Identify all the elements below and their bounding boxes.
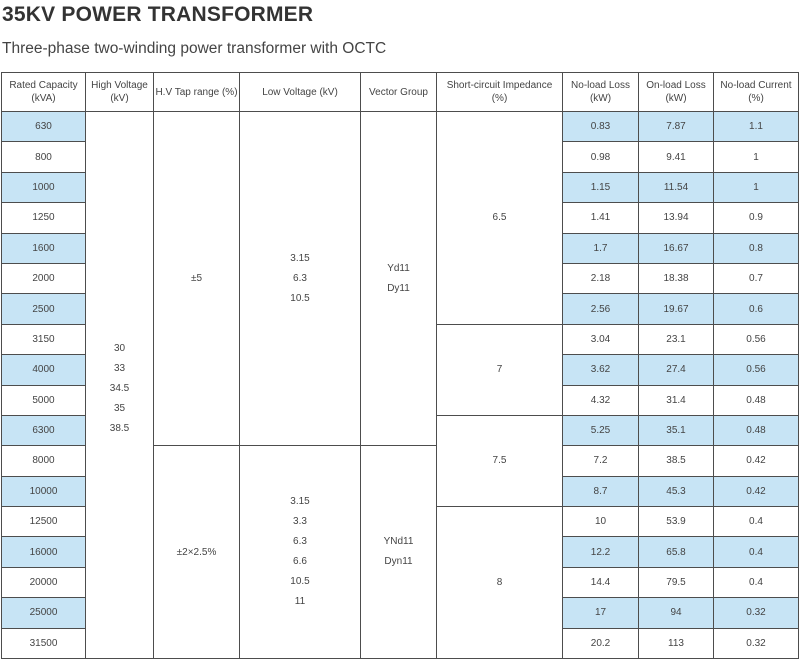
no-load-loss-cell: 14.4 — [563, 567, 639, 597]
header-rated-capacity: Rated Capacity (kVA) — [2, 73, 86, 112]
capacity-cell: 16000 — [2, 537, 86, 567]
no-load-current-cell: 0.6 — [714, 294, 799, 324]
on-load-loss-cell: 38.5 — [639, 446, 714, 476]
no-load-current-cell: 0.48 — [714, 415, 799, 445]
no-load-current-cell: 0.48 — [714, 385, 799, 415]
no-load-loss-cell: 1.41 — [563, 203, 639, 233]
on-load-loss-cell: 94 — [639, 598, 714, 628]
on-load-loss-cell: 16.67 — [639, 233, 714, 263]
header-hv-tap-range: H.V Tap range (%) — [154, 73, 240, 112]
no-load-current-cell: 0.7 — [714, 263, 799, 293]
no-load-loss-cell: 2.18 — [563, 263, 639, 293]
no-load-current-cell: 1 — [714, 142, 799, 172]
impedance-cell: 7.5 — [437, 415, 563, 506]
no-load-loss-cell: 20.2 — [563, 628, 639, 658]
vector-group-cell: YNd11 Dyn11 — [361, 446, 437, 659]
no-load-loss-cell: 0.98 — [563, 142, 639, 172]
capacity-cell: 12500 — [2, 507, 86, 537]
on-load-loss-cell: 18.38 — [639, 263, 714, 293]
capacity-cell: 25000 — [2, 598, 86, 628]
header-low-voltage: Low Voltage (kV) — [240, 73, 361, 112]
on-load-loss-cell: 23.1 — [639, 324, 714, 354]
page-title: 35KV POWER TRANSFORMER — [2, 3, 314, 26]
on-load-loss-cell: 7.87 — [639, 112, 714, 142]
capacity-cell: 1250 — [2, 203, 86, 233]
low-voltage-cell: 3.15 6.3 10.5 — [240, 112, 361, 446]
on-load-loss-cell: 9.41 — [639, 142, 714, 172]
header-row — [2, 73, 799, 112]
no-load-loss-cell: 0.83 — [563, 112, 639, 142]
capacity-cell: 800 — [2, 142, 86, 172]
no-load-current-cell: 0.42 — [714, 446, 799, 476]
no-load-loss-cell: 1.15 — [563, 172, 639, 202]
capacity-cell: 2500 — [2, 294, 86, 324]
no-load-loss-cell: 2.56 — [563, 294, 639, 324]
capacity-cell: 2000 — [2, 263, 86, 293]
no-load-loss-cell: 3.04 — [563, 324, 639, 354]
capacity-cell: 1000 — [2, 172, 86, 202]
no-load-loss-cell: 10 — [563, 507, 639, 537]
no-load-loss-cell: 17 — [563, 598, 639, 628]
no-load-loss-cell: 4.32 — [563, 385, 639, 415]
impedance-cell: 8 — [437, 507, 563, 659]
capacity-cell: 630 — [2, 112, 86, 142]
table-row — [2, 112, 799, 142]
capacity-cell: 4000 — [2, 355, 86, 385]
low-voltage-cell: 3.15 3.3 6.3 6.6 10.5 11 — [240, 446, 361, 659]
page-subtitle: Three-phase two-winding power transformer with OCTC — [2, 40, 387, 57]
no-load-loss-cell: 3.62 — [563, 355, 639, 385]
capacity-cell: 1600 — [2, 233, 86, 263]
capacity-cell: 31500 — [2, 628, 86, 658]
no-load-current-cell: 0.32 — [714, 598, 799, 628]
no-load-current-cell: 0.4 — [714, 507, 799, 537]
tap-range-cell: ±5 — [154, 112, 240, 446]
header-short-circuit-impedance: Short-circuit Impedance (%) — [437, 73, 563, 112]
header-on-load-loss: On-load Loss (kW) — [639, 73, 714, 112]
header-no-load-loss: No-load Loss (kW) — [563, 73, 639, 112]
capacity-cell: 6300 — [2, 415, 86, 445]
no-load-current-cell: 0.56 — [714, 324, 799, 354]
header-no-load-current: No-load Current (%) — [714, 73, 799, 112]
on-load-loss-cell: 35.1 — [639, 415, 714, 445]
header-vector-group: Vector Group — [361, 73, 437, 112]
no-load-loss-cell: 7.2 — [563, 446, 639, 476]
on-load-loss-cell: 53.9 — [639, 507, 714, 537]
on-load-loss-cell: 11.54 — [639, 172, 714, 202]
no-load-current-cell: 1.1 — [714, 112, 799, 142]
impedance-cell: 6.5 — [437, 112, 563, 325]
on-load-loss-cell: 31.4 — [639, 385, 714, 415]
no-load-loss-cell: 8.7 — [563, 476, 639, 506]
no-load-current-cell: 0.42 — [714, 476, 799, 506]
on-load-loss-cell: 13.94 — [639, 203, 714, 233]
capacity-cell: 10000 — [2, 476, 86, 506]
capacity-cell: 3150 — [2, 324, 86, 354]
on-load-loss-cell: 113 — [639, 628, 714, 658]
high-voltage-cell: 30 33 34.5 35 38.5 — [86, 112, 154, 659]
on-load-loss-cell: 19.67 — [639, 294, 714, 324]
impedance-cell: 7 — [437, 324, 563, 415]
capacity-cell: 8000 — [2, 446, 86, 476]
no-load-current-cell: 0.9 — [714, 203, 799, 233]
vector-group-cell: Yd11 Dy11 — [361, 112, 437, 446]
header-high-voltage: High Voltage (kV) — [86, 73, 154, 112]
no-load-current-cell: 1 — [714, 172, 799, 202]
on-load-loss-cell: 27.4 — [639, 355, 714, 385]
on-load-loss-cell: 65.8 — [639, 537, 714, 567]
no-load-current-cell: 0.4 — [714, 567, 799, 597]
no-load-loss-cell: 12.2 — [563, 537, 639, 567]
no-load-current-cell: 0.4 — [714, 537, 799, 567]
no-load-current-cell: 0.32 — [714, 628, 799, 658]
on-load-loss-cell: 79.5 — [639, 567, 714, 597]
no-load-loss-cell: 5.25 — [563, 415, 639, 445]
transformer-spec-table — [1, 72, 799, 659]
no-load-current-cell: 0.8 — [714, 233, 799, 263]
no-load-current-cell: 0.56 — [714, 355, 799, 385]
tap-range-cell: ±2×2.5% — [154, 446, 240, 659]
no-load-loss-cell: 1.7 — [563, 233, 639, 263]
capacity-cell: 5000 — [2, 385, 86, 415]
on-load-loss-cell: 45.3 — [639, 476, 714, 506]
capacity-cell: 20000 — [2, 567, 86, 597]
